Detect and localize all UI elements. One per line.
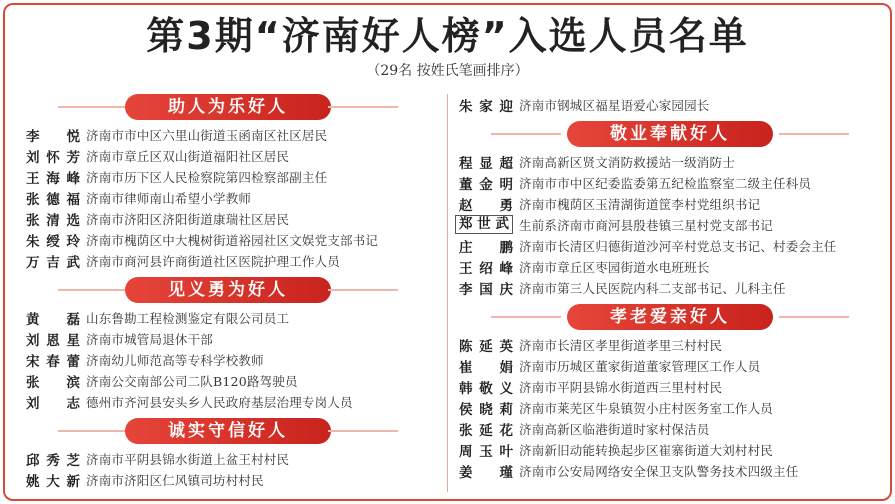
person-row	[455, 193, 885, 214]
person-name: 刘 志	[26, 395, 80, 412]
person-row	[22, 370, 434, 391]
person-description: 济南市历城区董家街道董家管理区工作人员	[519, 358, 761, 374]
person-description: 山东鲁勘工程检测鉴定有限公司员工	[86, 310, 290, 326]
person-name: 王海峰	[26, 170, 80, 187]
person-description: 济南市城管局退休干部	[86, 331, 214, 347]
person-name: 赵 勇	[459, 197, 513, 214]
section-list-dedication	[455, 151, 885, 298]
person-name: 张延花	[459, 422, 513, 439]
person-name: 张 滨	[26, 374, 80, 391]
person-name: 程显超	[459, 155, 513, 172]
person-row	[22, 349, 434, 370]
section-header-helping	[22, 94, 434, 120]
person-description: 济南市律师南山希望小学教师	[86, 190, 252, 206]
person-name: 朱绶玲	[26, 233, 80, 250]
person-name: 刘恩星	[26, 332, 80, 349]
person-description: 济南高新区贤文消防救援站一级消防士	[519, 154, 735, 170]
section-title: 见义勇为好人	[125, 277, 331, 303]
person-description: 济南市公安局网络安全保卫支队警务技术四级主任	[519, 463, 799, 479]
person-name: 崔 娟	[459, 359, 513, 376]
person-description: 德州市齐河县安头乡人民政府基层治理专岗人员	[86, 394, 353, 410]
person-description: 济南市济阳区济阳街道康瑞社区居民	[86, 211, 290, 227]
person-row	[455, 460, 885, 481]
person-description: 济南市市中区纪委监委第五纪检监察室二级主任科员	[519, 175, 812, 191]
column-divider	[447, 94, 448, 492]
section-title: 敬业奉献好人	[567, 121, 773, 147]
person-name: 董金明	[459, 176, 513, 193]
person-description: 济南市槐荫区中大槐树街道裕园社区文娱党支部书记	[86, 232, 379, 248]
person-name: 韩敬义	[459, 380, 513, 397]
section-list-helping	[22, 124, 434, 271]
section-title: 孝老爱亲好人	[567, 304, 773, 330]
person-name: 朱家迎	[459, 98, 513, 115]
section-title: 助人为乐好人	[125, 94, 331, 120]
section-header-dedication	[455, 121, 885, 147]
person-description: 济南市历下区人民检察院第四检察部副主任	[86, 169, 328, 185]
person-name: 郑世武	[455, 215, 513, 234]
right-column	[455, 94, 885, 481]
person-description: 济南市莱芜区牛泉镇贺小庄村医务室工作人员	[519, 400, 774, 416]
page-subtitle: （29名 按姓氏笔画排序）	[366, 63, 529, 79]
person-name: 邱秀芝	[26, 452, 80, 469]
section-list-bravery	[22, 307, 434, 412]
person-name: 侯晓莉	[459, 401, 513, 418]
section-header-honesty	[22, 418, 434, 444]
person-name: 张清选	[26, 212, 80, 229]
person-row	[455, 439, 885, 460]
person-name: 李 悦	[26, 128, 80, 145]
person-name: 周玉叶	[459, 443, 513, 460]
person-row	[22, 145, 434, 166]
section-list-honesty	[22, 448, 434, 490]
person-name: 张德福	[26, 191, 80, 208]
section-list-honesty-continued	[455, 94, 885, 115]
person-row	[22, 307, 434, 328]
page-title: 第3期“济南好人榜”入选人员名单	[146, 14, 749, 58]
person-description: 济南市长清区孝里街道孝里三村村民	[519, 337, 723, 353]
person-row	[22, 166, 434, 187]
person-row	[22, 187, 434, 208]
person-row	[455, 151, 885, 172]
person-description: 生前系济南市商河县殷巷镇三星村党支部书记	[519, 217, 774, 233]
person-row	[22, 124, 434, 145]
person-name: 宋春蕾	[26, 353, 80, 370]
person-row	[455, 235, 885, 256]
person-name: 姚大新	[26, 473, 80, 490]
person-row	[22, 229, 434, 250]
person-description: 济南市平阴县锦水街道上盆王村村民	[86, 451, 290, 467]
person-row	[22, 391, 434, 412]
person-description: 济南市济阳区仁风镇司坊村村民	[86, 472, 264, 488]
section-list-filial	[455, 334, 885, 481]
person-row	[22, 328, 434, 349]
person-name: 庄 鹏	[459, 239, 513, 256]
person-description: 济南市章丘区枣园街道水电班班长	[519, 259, 710, 275]
person-row	[455, 355, 885, 376]
person-row	[455, 172, 885, 193]
person-row	[455, 334, 885, 355]
person-description: 济南市槐荫区玉清湖街道筐李村党组织书记	[519, 196, 761, 212]
person-name: 刘怀芳	[26, 149, 80, 166]
person-name: 王绍峰	[459, 260, 513, 277]
person-row	[455, 94, 885, 115]
person-name: 李国庆	[459, 281, 513, 298]
person-row	[455, 214, 885, 235]
person-description: 济南高新区临港街道时家村保洁员	[519, 421, 710, 437]
person-row	[22, 448, 434, 469]
section-header-filial	[455, 304, 885, 330]
section-header-bravery	[22, 277, 434, 303]
person-row	[455, 418, 885, 439]
person-description: 济南市商河县许商街道社区医院护理工作人员	[86, 253, 341, 269]
person-row	[455, 256, 885, 277]
person-description: 济南幼儿师范高等专科学校教师	[86, 352, 264, 368]
person-row	[455, 376, 885, 397]
person-name: 陈延英	[459, 338, 513, 355]
person-description: 济南市钢城区福星语爱心家园园长	[519, 97, 710, 113]
person-row	[455, 277, 885, 298]
person-description: 济南市市中区六里山街道玉函南区社区居民	[86, 127, 328, 143]
person-description: 济南公交南部公司二队B120路驾驶员	[86, 373, 298, 389]
person-description: 济南市平阴县锦水街道西三里村村民	[519, 379, 723, 395]
person-name: 姜 瑾	[459, 464, 513, 481]
person-name: 万吉武	[26, 254, 80, 271]
person-description: 济南新旧动能转换起步区崔寨街道大刘村村民	[519, 442, 774, 458]
person-description: 济南市长清区归德街道沙河辛村党总支书记、村委会主任	[519, 238, 837, 254]
left-column	[22, 94, 434, 490]
person-row	[455, 397, 885, 418]
person-row	[22, 469, 434, 490]
person-name: 黄 磊	[26, 311, 80, 328]
section-title: 诚实守信好人	[125, 418, 331, 444]
person-row	[22, 208, 434, 229]
person-description: 济南市章丘区双山街道福阳社区居民	[86, 148, 290, 164]
person-row	[22, 250, 434, 271]
person-description: 济南市第三人民医院内科二支部书记、儿科主任	[519, 280, 786, 296]
